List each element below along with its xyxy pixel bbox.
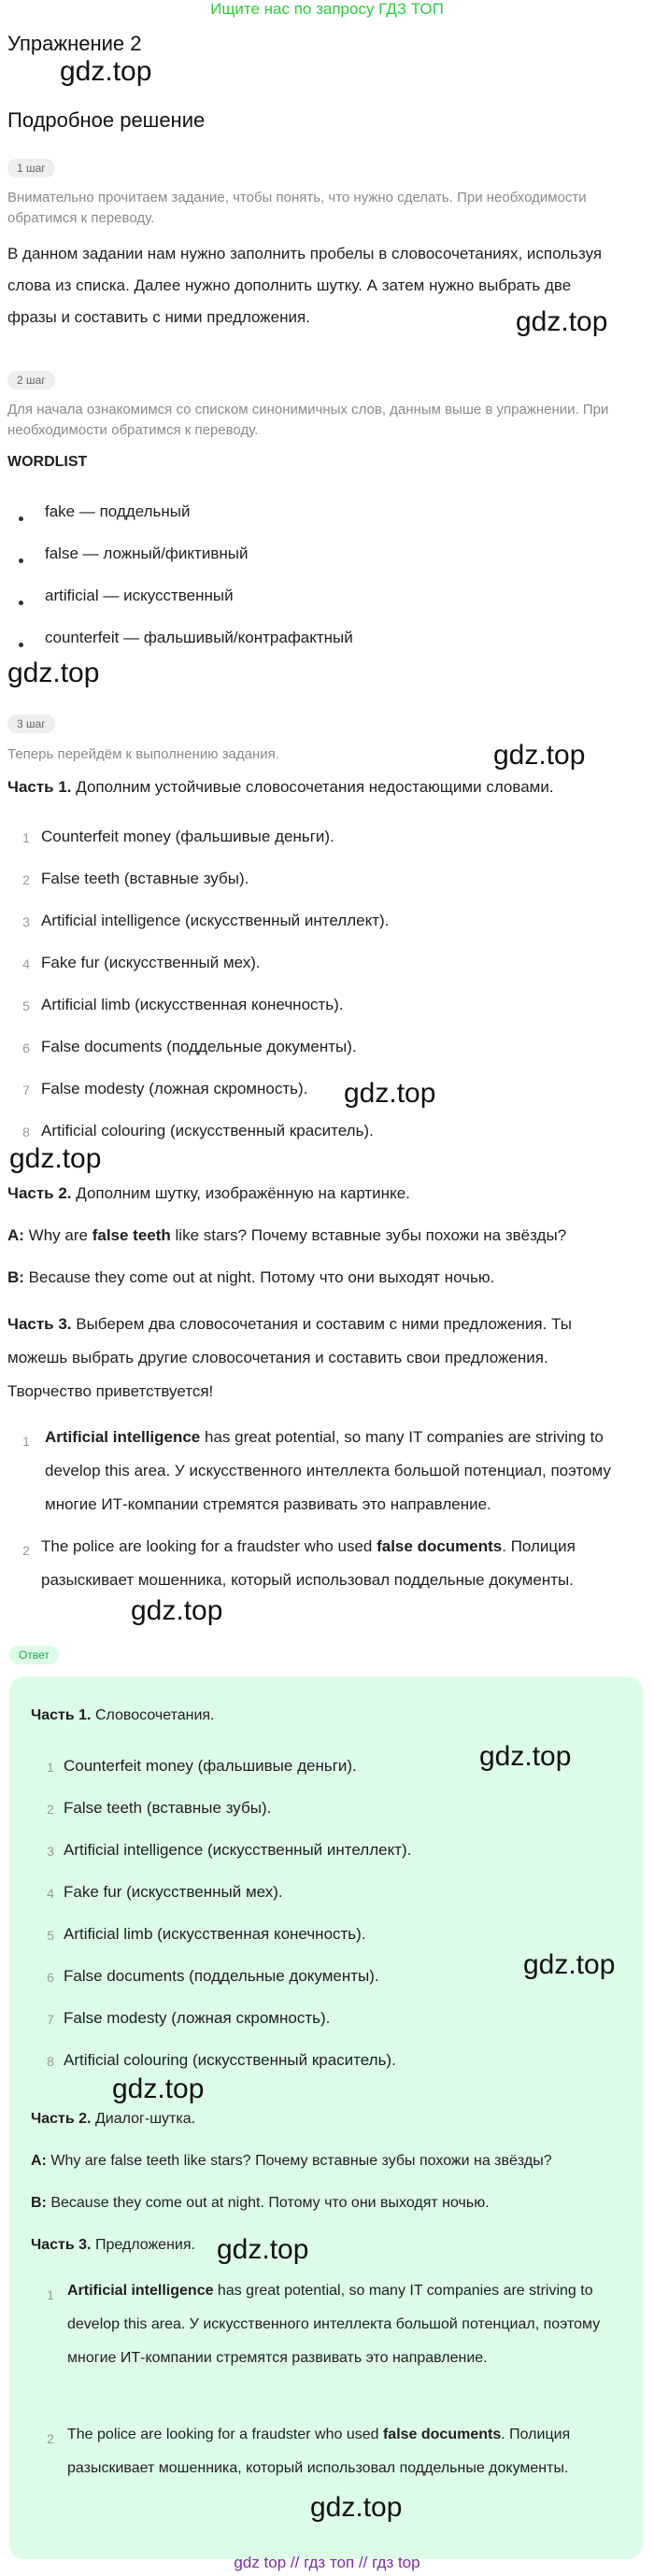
word-item: fake — поддельный <box>45 502 191 520</box>
step-2-badge: 2 шаг <box>7 371 55 389</box>
highlight: Artificial intelligence <box>45 1428 201 1446</box>
list-number: 3 <box>22 914 30 929</box>
list-number: 1 <box>22 830 30 845</box>
search-banner: Ищите нас по запросу ГДЗ ТОП <box>210 0 444 18</box>
watermark: gdz.top <box>217 2234 309 2265</box>
list-number: 7 <box>47 2012 54 2027</box>
list-number: 1 <box>47 1760 54 1775</box>
part-1-heading <box>7 778 554 797</box>
line-text: Why are false teeth like stars? Почему вставные зубы похожи на звёзды? <box>46 2153 552 2169</box>
speaker-a: A: <box>7 1226 24 1244</box>
sentence-text: has great potential, so many IT companies are striving to develop this area. У искусственного интеллекта большой потенциал, поэтому многие ИТ-компании стремятся развивать это направление. <box>45 1428 611 1513</box>
step-1-badge: 1 шаг <box>7 159 55 177</box>
answer-badge: Ответ <box>9 1646 59 1664</box>
watermark: gdz.top <box>310 2492 403 2523</box>
exercise-title: Упражнение 2 <box>7 32 142 55</box>
word-item: counterfeit — фальшивый/контрафактный <box>45 629 353 646</box>
bullet <box>19 601 23 605</box>
sentence-text: The police are looking for a fraudster who used <box>41 1537 377 1555</box>
list-number: 2 <box>47 2431 54 2446</box>
word-item: false — ложный/фиктивный <box>45 545 249 562</box>
answer-sentence-1 <box>67 2274 628 2375</box>
watermark: gdz.top <box>60 56 152 87</box>
list-item: Fake fur (искусственный мех). <box>41 954 261 971</box>
sentence-text: The police are looking for a fraudster who used <box>67 2427 383 2442</box>
step-1-hint: Внимательно прочитаем задание, чтобы понять, что нужно сделать. При необходимости обратимся к переводу. <box>7 190 587 226</box>
list-item: Artificial colouring (искусственный краситель). <box>64 2051 396 2069</box>
step-3-hint: Теперь перейдём к выполнению задания. <box>7 746 279 762</box>
highlight: false teeth <box>92 1226 171 1244</box>
list-item: Fake fur (искусственный мех). <box>64 1883 283 1901</box>
list-number: 4 <box>47 1886 54 1901</box>
speaker-b: B: <box>31 2195 47 2211</box>
line-text: Because they come out at night. Потому что они выходят ночью. <box>46 2195 490 2211</box>
list-number: 6 <box>22 1040 30 1055</box>
answer-part-1-label: Часть 1. <box>31 1707 92 1723</box>
list-number: 2 <box>47 1802 54 1817</box>
dialog-line-a <box>7 1226 566 1245</box>
watermark: gdz.top <box>523 1949 616 1980</box>
list-item: False documents (поддельные документы). <box>41 1038 357 1055</box>
sentence-text: . Полиция разыскивает мошенника, который использовал поддельные документы. <box>41 1537 576 1589</box>
list-item: False modesty (ложная скромность). <box>41 1080 308 1097</box>
answer-part-3-heading <box>31 2237 195 2254</box>
list-number: 5 <box>22 998 30 1013</box>
answer-part-2-heading <box>31 2111 195 2128</box>
list-item: Artificial intelligence (искусственный интеллект). <box>41 912 390 929</box>
list-item: Counterfeit money (фальшивые деньги). <box>41 828 334 845</box>
bullet <box>19 559 23 563</box>
watermark: gdz.top <box>479 1741 572 1772</box>
watermark: gdz.top <box>112 2074 205 2104</box>
list-item: Artificial limb (искусственная конечность). <box>64 1925 366 1943</box>
answer-part-3-text: Предложения. <box>91 2237 195 2253</box>
answer-part-1-heading <box>31 1707 215 1724</box>
bullet <box>19 643 23 647</box>
answer-part-2-label: Часть 2. <box>31 2111 92 2127</box>
highlight: false documents <box>377 1537 503 1555</box>
line-text: Why are <box>23 1226 92 1244</box>
list-number: 4 <box>22 956 30 971</box>
list-item: False teeth (вставные зубы). <box>64 1799 272 1817</box>
bullet <box>19 517 23 521</box>
watermark: gdz.top <box>516 306 608 337</box>
line-text: like stars? Почему вставные зубы похожи на звёзды? <box>170 1226 567 1244</box>
part-1-text: Дополним устойчивые словосочетания недостающими словами. <box>71 778 554 796</box>
section-title: Подробное решение <box>7 108 206 132</box>
answer-dialog-line-b <box>31 2195 490 2212</box>
word-item: artificial — искусственный <box>45 587 234 604</box>
answer-sentence-2 <box>67 2418 628 2485</box>
part-1-label: Часть 1. <box>7 778 72 796</box>
list-item: False teeth (вставные зубы). <box>41 870 249 887</box>
sentence-text: has great potential, so many IT companies are striving to develop this area. У искусственного интеллекта большой потенциал, поэтому многие ИТ-компании стремятся развивать это направление. <box>67 2283 601 2366</box>
speaker-a: A: <box>31 2153 47 2169</box>
highlight: Artificial intelligence <box>67 2283 214 2299</box>
list-number: 3 <box>47 1844 54 1859</box>
watermark: gdz.top <box>131 1595 223 1626</box>
part-2-heading <box>7 1184 410 1203</box>
watermark: gdz.top <box>493 740 586 771</box>
list-item: False modesty (ложная скромность). <box>64 2009 331 2027</box>
list-item: Counterfeit money (фальшивые деньги). <box>64 1757 357 1775</box>
answer-part-2-text: Диалог-шутка. <box>91 2111 196 2127</box>
line-text: Because they come out at night. Потому что они выходят ночью. <box>23 1268 495 1286</box>
step-3-badge: 3 шаг <box>7 715 55 733</box>
sentence-1 <box>45 1421 633 1522</box>
answer-dialog-line-a <box>31 2153 552 2170</box>
list-item: Artificial intelligence (искусственный интеллект). <box>64 1841 412 1859</box>
list-number: 2 <box>22 1543 30 1558</box>
list-number: 6 <box>47 1970 54 1985</box>
part-2-label: Часть 2. <box>7 1184 72 1202</box>
list-number: 1 <box>22 1434 30 1449</box>
footer-links[interactable]: gdz top // гдз топ // гдз top <box>234 2554 420 2571</box>
answer-part-1-text: Словосочетания. <box>91 1707 215 1723</box>
list-number: 7 <box>22 1083 30 1097</box>
watermark: gdz.top <box>344 1078 436 1109</box>
speaker-b: B: <box>7 1268 24 1286</box>
list-number: 8 <box>22 1125 30 1139</box>
list-number: 1 <box>47 2287 54 2302</box>
part-3-label: Часть 3. <box>7 1315 72 1333</box>
highlight: false documents <box>382 2427 502 2442</box>
list-item: Artificial colouring (искусственный краситель). <box>41 1122 374 1139</box>
sentence-2 <box>41 1530 637 1597</box>
step-2-hint: Для начала ознакомимся со списком синонимичных слов, данным выше в упражнении. При необходимости обратимся к переводу. <box>7 402 609 438</box>
step-1-text: В данном задании нам нужно заполнить пробелы в словосочетаниях, используя слова из списка. Далее нужно дополнить шутку. А затем нужно выбрать две фразы и составить с ними предложения. <box>7 245 603 326</box>
part-2-text: Дополним шутку, изображённую на картинке. <box>71 1184 410 1202</box>
sentence-text: . Полиция разыскивает мошенника, который использовал поддельные документы. <box>67 2427 571 2476</box>
list-item: Artificial limb (искусственная конечность). <box>41 996 344 1013</box>
answer-part-3-label: Часть 3. <box>31 2237 92 2253</box>
list-number: 5 <box>47 1928 54 1943</box>
watermark: gdz.top <box>9 1143 102 1174</box>
list-number: 2 <box>22 872 30 887</box>
list-item: False documents (поддельные документы). <box>64 1967 379 1985</box>
part-3-paragraph <box>7 1308 633 1408</box>
part-3-text: Выберем два словосочетания и составим с ними предложения. Ты можешь выбрать другие словосочетания и составить свои предложения. Творчество приветствуется! <box>7 1315 572 1400</box>
watermark: gdz.top <box>7 658 100 688</box>
wordlist-title: WORDLIST <box>7 454 88 470</box>
list-number: 8 <box>47 2054 54 2069</box>
dialog-line-b <box>7 1268 494 1287</box>
